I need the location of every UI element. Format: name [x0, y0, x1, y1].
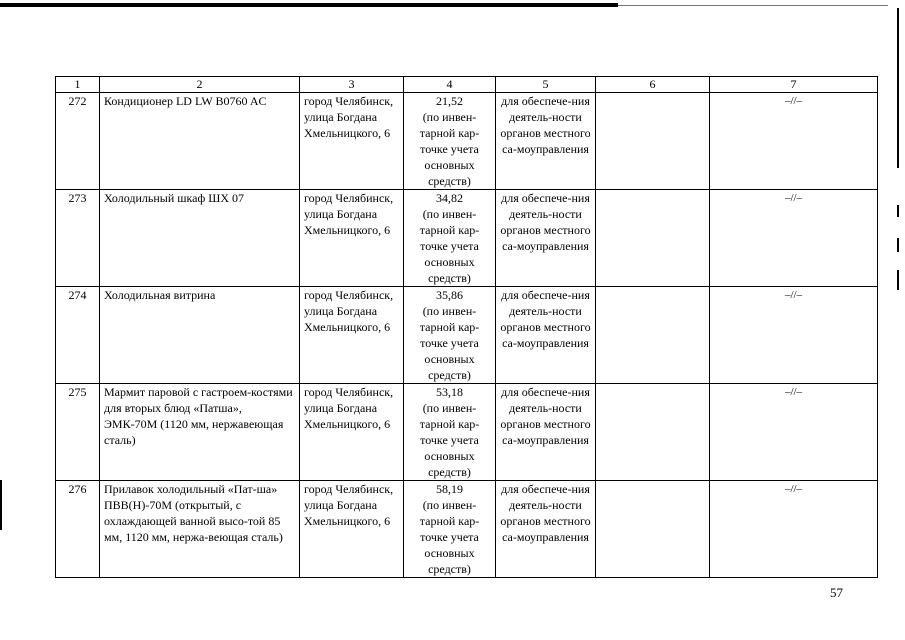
item-value-note: (по инвен-тарной кар-точке учета основных средств) [419, 304, 480, 382]
right-scan-edge-mark [897, 270, 899, 290]
item-address: город Челябинск, улица Богдана Хмельницкого, 6 [300, 384, 404, 481]
header-row [56, 77, 878, 93]
header-cell-4: 4 [404, 77, 496, 93]
item-col6 [596, 384, 710, 481]
item-value-cell [404, 384, 496, 481]
header-cell-5: 5 [496, 77, 596, 93]
header-cell-3: 3 [300, 77, 404, 93]
row-number: 275 [56, 384, 100, 481]
item-value: 58,19 [436, 482, 463, 496]
item-value: 21,52 [436, 94, 463, 108]
header-cell-6: 6 [596, 77, 710, 93]
item-value-cell [404, 287, 496, 384]
item-col6 [596, 93, 710, 190]
right-scan-edge-mark [897, 238, 899, 252]
header-cell-7: 7 [710, 77, 878, 93]
item-name: Прилавок холодильный «Пат-ша» ПВВ(Н)-70М (открытый, с охлаждающей ванной высо-той 85 мм, 1120 мм, нержа-веющая сталь) [100, 481, 300, 578]
item-col6 [596, 190, 710, 287]
item-purpose: для обеспече-ния деятель-ности органов местного са-моуправления [496, 93, 596, 190]
item-address: город Челябинск, улица Богдана Хмельницкого, 6 [300, 190, 404, 287]
item-value: 34,82 [436, 191, 463, 205]
table-row [56, 190, 878, 287]
right-scan-edge [897, 8, 899, 168]
item-purpose: для обеспече-ния деятель-ности органов местного са-моуправления [496, 190, 596, 287]
table-row [56, 287, 878, 384]
item-value-note: (по инвен-тарной кар-точке учета основных средств) [419, 498, 480, 576]
item-value-note: (по инвен-тарной кар-точке учета основных средств) [419, 207, 480, 285]
item-col7: –//– [710, 481, 878, 578]
item-col6 [596, 481, 710, 578]
row-number: 272 [56, 93, 100, 190]
item-address: город Челябинск, улица Богдана Хмельницкого, 6 [300, 93, 404, 190]
item-value: 35,86 [436, 288, 463, 302]
item-purpose: для обеспече-ния деятель-ности органов местного са-моуправления [496, 384, 596, 481]
table-row [56, 93, 878, 190]
item-value-note: (по инвен-тарной кар-точке учета основных средств) [419, 401, 480, 479]
row-number: 273 [56, 190, 100, 287]
header-cell-2: 2 [100, 77, 300, 93]
item-value-cell [404, 481, 496, 578]
item-name: Мармит паровой с гастроем-костями для вторых блюд «Патша», ЭМК-70М (1120 мм, нержавеющая сталь) [100, 384, 300, 481]
item-name: Холодильная витрина [100, 287, 300, 384]
left-scan-edge-mark [0, 480, 2, 530]
item-name: Холодильный шкаф ШХ 07 [100, 190, 300, 287]
row-number: 274 [56, 287, 100, 384]
item-address: город Челябинск, улица Богдана Хмельницкого, 6 [300, 287, 404, 384]
item-col7: –//– [710, 93, 878, 190]
item-value-cell [404, 190, 496, 287]
page-number: 57 [830, 585, 843, 600]
item-purpose: для обеспече-ния деятель-ности органов местного са-моуправления [496, 481, 596, 578]
item-value-note: (по инвен-тарной кар-точке учета основных средств) [419, 110, 480, 188]
item-col7: –//– [710, 384, 878, 481]
top-border-line [618, 5, 888, 6]
property-table [55, 76, 878, 578]
item-col7: –//– [710, 190, 878, 287]
item-purpose: для обеспече-ния деятель-ности органов местного са-моуправления [496, 287, 596, 384]
item-value-cell [404, 93, 496, 190]
item-value: 53,18 [436, 385, 463, 399]
item-col6 [596, 287, 710, 384]
header-cell-1: 1 [56, 77, 100, 93]
table-row [56, 384, 878, 481]
item-col7: –//– [710, 287, 878, 384]
item-name: Кондиционер LD LW B0760 AC [100, 93, 300, 190]
item-address: город Челябинск, улица Богдана Хмельницкого, 6 [300, 481, 404, 578]
row-number: 276 [56, 481, 100, 578]
top-border-bar [0, 3, 618, 7]
table-row [56, 481, 878, 578]
right-scan-edge-mark [897, 205, 899, 217]
